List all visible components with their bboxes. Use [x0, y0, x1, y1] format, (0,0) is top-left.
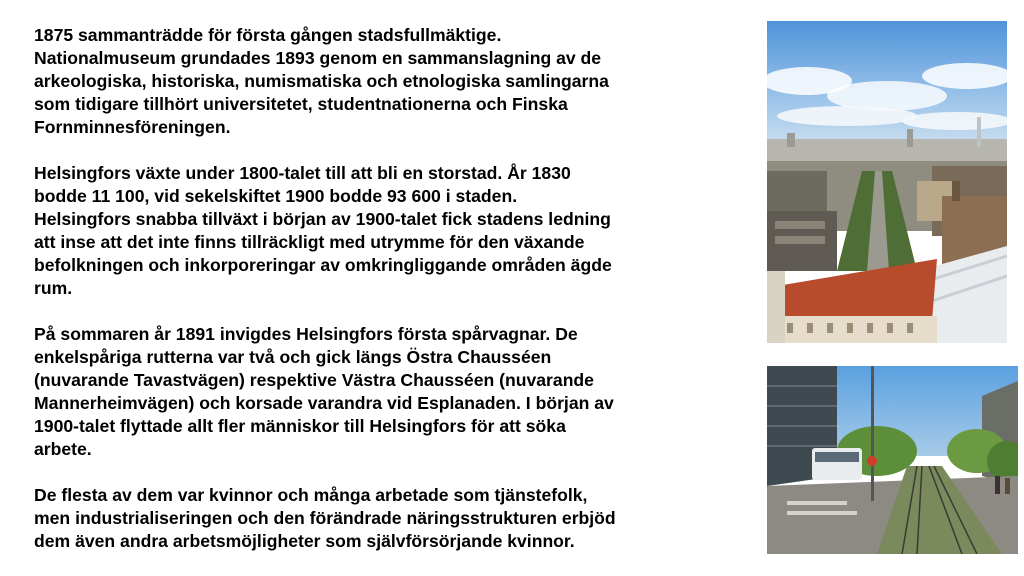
text-line: rum. [34, 278, 73, 298]
city-panorama-illustration [767, 21, 1007, 343]
paragraph-1 [34, 24, 774, 139]
text-line: Mannerheimvägen) och korsade varandra vid Esplanaden. I början av [34, 393, 614, 413]
tram-street-photo [767, 366, 1018, 554]
tram-street-illustration [767, 366, 1018, 554]
text-line: arkeologiska, historiska, numismatiska och etnologiska samlingarna [34, 71, 609, 91]
text-line: dem även andra arbetsmöjligheter som självförsörjande kvinnor. [34, 531, 575, 551]
text-line: 1875 sammanträdde för första gången stadsfullmäktige. [34, 25, 502, 45]
city-panorama-photo [767, 21, 1007, 343]
text-line: Nationalmuseum grundades 1893 genom en sammanslagning av de [34, 48, 602, 68]
text-line: att inse att det inte finns tillräckligt med utrymme för den växande [34, 232, 585, 252]
paragraph-3 [34, 323, 774, 461]
text-line: arbete. [34, 439, 92, 459]
body-text [34, 24, 774, 553]
text-line: Helsingfors snabba tillväxt i början av 1900-talet fick stadens ledning [34, 209, 611, 229]
text-line: De flesta av dem var kvinnor och många arbetade som tjänstefolk, [34, 485, 588, 505]
text-line: men industrialiseringen och den förändrade näringsstrukturen erbjöd [34, 508, 616, 528]
text-line: som tidigare tillhört universitetet, studentnationerna och Finska [34, 94, 568, 114]
text-line: Helsingfors växte under 1800-talet till att bli en storstad. År 1830 [34, 163, 571, 183]
paragraph-4 [34, 484, 774, 553]
text-line: På sommaren år 1891 invigdes Helsingfors första spårvagnar. De [34, 324, 578, 344]
text-line: enkelspåriga rutterna var två och gick längs Östra Chausséen [34, 347, 552, 367]
text-line: befolkningen och inkorporeringar av omkringliggande områden ägde [34, 255, 612, 275]
text-line: (nuvarande Tavastvägen) respektive Västra Chausséen (nuvarande [34, 370, 594, 390]
text-line: Fornminnesföreningen. [34, 117, 231, 137]
text-line: bodde 11 100, vid sekelskiftet 1900 bodde 93 600 i staden. [34, 186, 518, 206]
paragraph-2 [34, 162, 774, 300]
text-line: 1900-talet flyttade allt fler människor till Helsingfors för att söka [34, 416, 566, 436]
